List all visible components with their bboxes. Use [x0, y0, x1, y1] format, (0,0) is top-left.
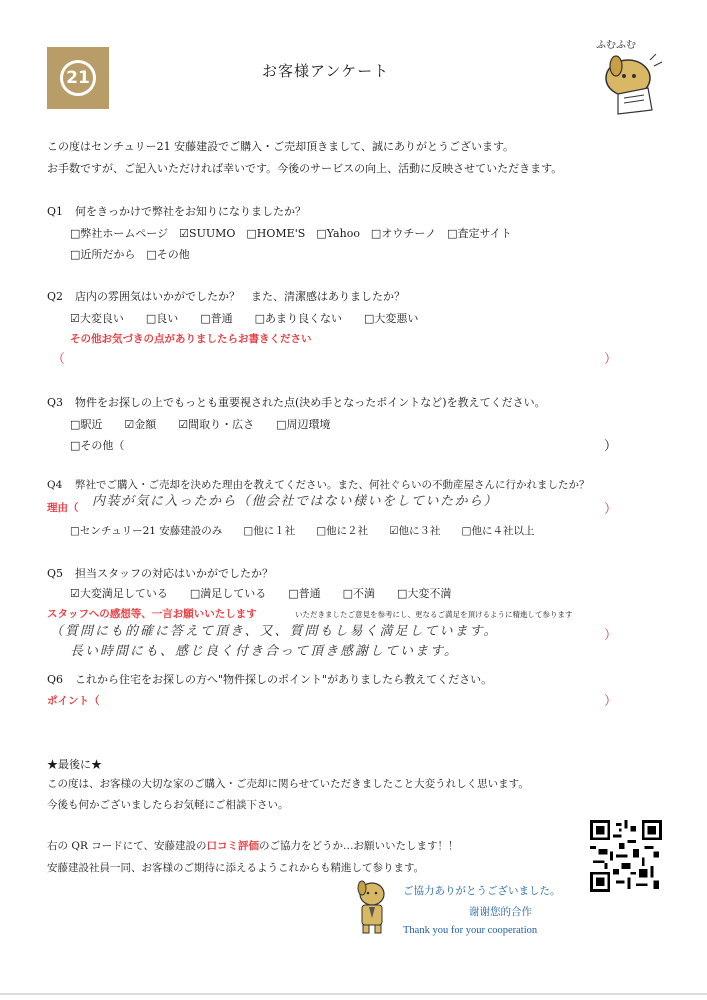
q4-reason-label: 理由（: [47, 502, 79, 514]
century21-logo: [47, 47, 109, 109]
q5-question: [47, 565, 273, 581]
q5-close-paren: ）: [604, 628, 618, 643]
q4-options[interactable]: □センチュリー21 安藤建設のみ □他に１社 □他に２社 ☑他に３社 □他に４社以上: [70, 525, 535, 537]
closing-line-1: この度は、お客様の大切な家のご購入・ご売却に関らせていただきましたこと大変うれしく思います。: [47, 778, 529, 790]
q6-question: [47, 671, 492, 687]
q2-number: Q2: [47, 290, 64, 303]
q2-close-paren: ）: [604, 352, 618, 367]
thanks-english: Thank you for your cooperation: [403, 925, 538, 936]
logo-text: 21: [60, 60, 96, 96]
q5-note-small: いただきましたご意見を参考にし、更なるご満足を頂けるように精進して参ります: [295, 610, 573, 619]
closing-line-3a: 右の QR コードにて、安藤建設の: [47, 840, 207, 852]
q6-close-paren: ）: [604, 694, 618, 709]
page-title: お客様アンケート: [262, 62, 390, 80]
q1-options-row1[interactable]: □弊社ホームページ ☑SUUMO □HOME'S □Yahoo □オウチーノ □査定サイト: [70, 227, 512, 240]
q4-text: 弊社でご購入・ご売却を決めた理由を教えてください。また、何社ぐらいの不動産屋さんに行かれましたか？: [75, 479, 590, 491]
q4-close-paren: ）: [604, 502, 618, 517]
q5-answer-line-1: （質問にも的確に答えて頂き、又、質問もし易く満足しています。: [50, 624, 499, 639]
qr-code-icon[interactable]: [590, 820, 662, 892]
q5-number: Q5: [47, 567, 64, 580]
closing-line-3c: のご協力をどうか…お願いいたします！！: [258, 840, 459, 852]
q6-text: これから住宅をお探しの方へ"物件探しのポイント"がありましたら教えてください。: [75, 673, 493, 686]
q3-options-row2[interactable]: □その他（: [70, 439, 125, 452]
q5-text: 担当スタッフの対応はいかがでしたか？: [75, 567, 273, 580]
q3-text: 物件をお探しの上でもっとも重要視された点(決め手となったポイントなど)を教えてください。: [75, 396, 546, 409]
q5-note: スタッフへの感想等、一言お願いいたします: [47, 608, 257, 620]
q2-options[interactable]: ☑大変良い □良い □普通 □あまり良くない □大変悪い: [70, 312, 419, 325]
q3-question: [47, 394, 546, 410]
q3-options-row1[interactable]: □駅近 ☑金額 ☑間取り・広さ □周辺環境: [70, 418, 331, 431]
closing-line-2: 今後も何かございましたらお気軽にご相談下さい。: [47, 799, 289, 811]
q6-label: ポイント（: [47, 695, 100, 707]
q2-text: 店内の雰囲気はいかがでしたか？ また、清潔感はありましたか？: [75, 290, 405, 303]
q4-reason-answer: 内装が気に入ったから（他会社ではない様いをしていたから）: [92, 494, 499, 509]
q2-open-paren: （: [52, 352, 66, 367]
q6-number: Q6: [47, 673, 64, 686]
q1-number: Q1: [47, 205, 64, 218]
bottom-divider: [0, 993, 707, 995]
intro-line-1: この度はセンチュリー21 安藤建設でご購入・ご売却頂きまして、誠にありがとうございます。: [47, 140, 515, 153]
mascot-bubble: ふむふむ: [596, 40, 636, 51]
closing-heading: ★最後に★: [47, 758, 102, 771]
dog-mascot-small-icon: [352, 878, 392, 936]
q4-number: Q4: [47, 479, 63, 491]
q3-number: Q3: [47, 396, 64, 409]
thanks-chinese: 谢谢您的合作: [469, 906, 532, 918]
dog-mascot-icon: [588, 40, 668, 116]
closing-line-3: [47, 838, 458, 853]
review-link[interactable]: 口コミ評価: [206, 840, 259, 852]
q5-answer-line-2: 長い時間にも、感じ良く付き合って頂き感謝しています。: [70, 644, 459, 659]
q5-options[interactable]: ☑大変満足している □満足している □普通 □不満 □大変不満: [70, 587, 452, 600]
closing-line-4: 安藤建設社員一同、お客様のご期待に添えるようこれからも精進して参ります。: [47, 862, 425, 874]
q2-question: [47, 288, 405, 304]
q1-question: [47, 203, 306, 219]
q1-text: 何をきっかけで弊社をお知りになりましたか？: [75, 205, 306, 218]
q1-options-row2[interactable]: □近所だから □その他: [70, 248, 190, 261]
thanks-japanese: ご協力ありがとうございました。: [403, 885, 561, 897]
intro-line-2: お手数ですが、ご記入いただければ幸いです。今後のサービスの向上、活動に反映させていただきます。: [47, 162, 563, 175]
q2-note: その他お気づきの点がありましたらお書きください: [70, 333, 312, 345]
q3-close-paren: ）: [604, 439, 618, 454]
